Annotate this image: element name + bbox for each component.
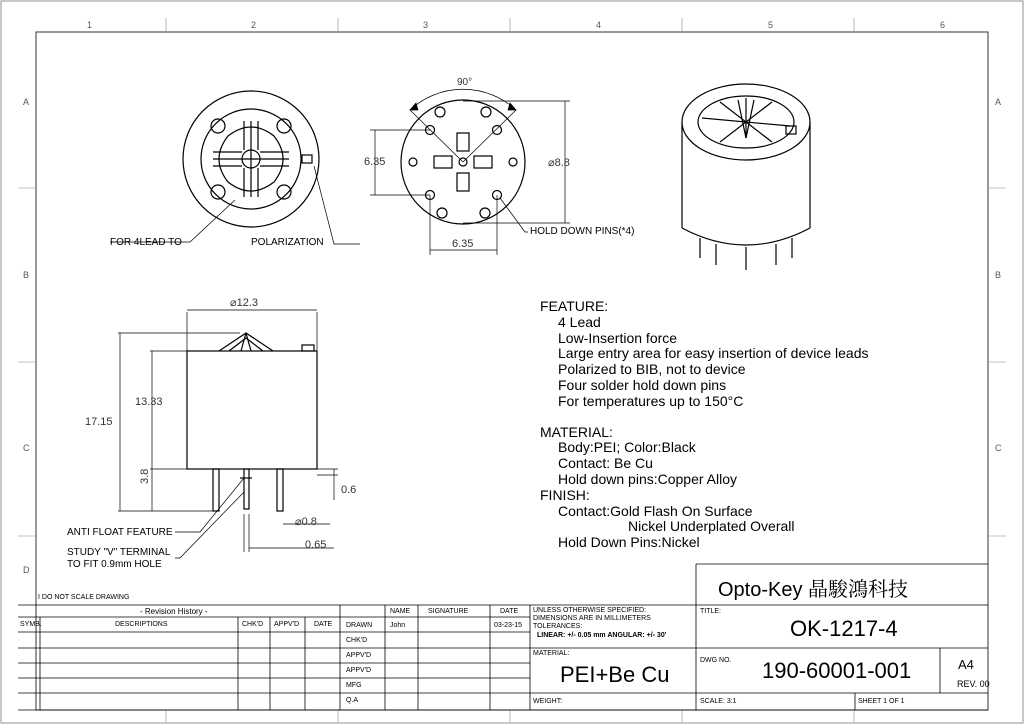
row-label-d: D bbox=[23, 565, 30, 575]
callout-anti-float: ANTI FLOAT FEATURE bbox=[67, 527, 173, 538]
side-view bbox=[187, 333, 317, 511]
dim-pin-length: 3.8 bbox=[139, 468, 151, 484]
company-name: Opto-Key 晶駿鴻科技 bbox=[718, 579, 909, 601]
sign-row-appvd-2: APPV'D bbox=[346, 667, 372, 674]
tolerance-line-3: TOLERANCES: bbox=[533, 623, 583, 630]
revision-history-title: - Revision History - bbox=[140, 607, 208, 616]
dim-pin-dia: ⌀0.8 bbox=[295, 516, 317, 528]
callout-polarization: POLARIZATION bbox=[251, 237, 324, 248]
callout-hold-down: HOLD DOWN PINS(*4) bbox=[530, 226, 635, 237]
dim-angle: 90° bbox=[457, 77, 473, 88]
callout-lead: FOR 4LEAD TO bbox=[110, 237, 182, 248]
sign-row-drawn: DRAWN bbox=[346, 622, 373, 629]
finish-contact-2: Nickel Underplated Overall bbox=[628, 518, 795, 535]
material-label: MATERIAL: bbox=[533, 650, 570, 657]
row-label-b-right: B bbox=[995, 270, 1002, 280]
feature-title: FEATURE: bbox=[540, 298, 609, 314]
finish-pins: Hold Down Pins:Nickel bbox=[558, 534, 700, 551]
col-label-2: 2 bbox=[251, 20, 257, 30]
feature-item: Polarized to BIB, not to device bbox=[558, 361, 746, 378]
sheet-number: SHEET 1 OF 1 bbox=[858, 698, 905, 705]
dim-terminal: 0.65 bbox=[305, 539, 327, 551]
material-item: Body:PEI; Color:Black bbox=[558, 439, 696, 456]
revision: REV. 00 bbox=[957, 679, 990, 689]
dim-height-total: 17.15 bbox=[85, 416, 113, 428]
dwg-label: DWG NO. bbox=[700, 657, 732, 664]
drawn-name: John bbox=[390, 622, 406, 629]
sign-row-chkd: CHK'D bbox=[346, 637, 368, 644]
callout-terminal-1: STUDY "V" TERMINAL bbox=[67, 547, 171, 558]
feature-item: 4 Lead bbox=[558, 313, 601, 330]
dim-dia-right: ⌀8.8 bbox=[548, 157, 570, 169]
feature-item: Four solder hold down pins bbox=[558, 376, 727, 393]
material-title: MATERIAL: bbox=[540, 423, 613, 440]
rev-header-appvd: APPV'D bbox=[274, 621, 300, 628]
scale-note: I DO NOT SCALE DRAWING bbox=[38, 594, 130, 601]
rev-header-date: DATE bbox=[314, 621, 333, 628]
sign-row-mfg: MFG bbox=[346, 682, 362, 689]
dim-height-body: 13.33 bbox=[135, 396, 163, 408]
top-view bbox=[183, 91, 319, 227]
dim-gap: 0.6 bbox=[341, 484, 357, 496]
sign-row-appvd: APPV'D bbox=[346, 652, 372, 659]
dwg-value: 190-60001-001 bbox=[762, 658, 912, 683]
sign-header-date: DATE bbox=[500, 608, 519, 615]
tolerance-line-2: DIMENSIONS ARE IN MILLIMETERS bbox=[533, 615, 651, 622]
row-label-a-right: A bbox=[995, 97, 1002, 107]
weight-label: WEIGHT: bbox=[533, 698, 563, 705]
col-label-4: 4 bbox=[596, 20, 602, 30]
feature-notes bbox=[540, 299, 869, 551]
rev-header-chkd: CHK'D bbox=[242, 621, 264, 628]
col-label-6: 6 bbox=[940, 20, 946, 30]
finish-title: FINISH: bbox=[540, 486, 590, 503]
material-item: Contact: Be Cu bbox=[558, 455, 653, 472]
row-label-b: B bbox=[23, 270, 30, 280]
rev-header-symb: SYMB. bbox=[20, 621, 42, 628]
feature-item: Low-Insertion force bbox=[558, 329, 678, 346]
dim-dia-body: ⌀12.3 bbox=[230, 297, 259, 309]
col-label-5: 5 bbox=[768, 20, 774, 30]
callout-terminal-2: TO FIT 0.9mm HOLE bbox=[67, 559, 162, 570]
iso-view bbox=[682, 84, 810, 270]
sign-row-qa: Q.A bbox=[346, 697, 359, 704]
row-label-a: A bbox=[23, 97, 30, 107]
rev-header-desc: DESCRIPTIONS bbox=[115, 621, 168, 628]
title-value: OK-1217-4 bbox=[790, 616, 898, 641]
tolerance-line-1: UNLESS OTHERWISE SPECIFIED: bbox=[533, 607, 647, 614]
feature-item: For temperatures up to 150°C bbox=[558, 392, 744, 409]
sign-header-name: NAME bbox=[390, 608, 411, 615]
material-item: Hold down pins:Copper Alloy bbox=[558, 470, 737, 487]
tolerance-line-4: LINEAR: +/- 0.05 mm ANGULAR: +/- 30' bbox=[537, 632, 667, 639]
finish-contact: Contact:Gold Flash On Surface bbox=[558, 502, 753, 519]
row-label-c-right: C bbox=[995, 443, 1002, 453]
title-label: TITLE: bbox=[700, 608, 722, 615]
sign-header-signature: SIGNATURE bbox=[428, 608, 469, 615]
material-value: PEI+Be Cu bbox=[560, 662, 670, 687]
col-label-1: 1 bbox=[87, 20, 93, 30]
dim-width-left: 6.35 bbox=[364, 156, 386, 168]
drawn-date: 03-23-15 bbox=[494, 622, 523, 629]
scale: SCALE: 3:1 bbox=[700, 698, 737, 705]
dim-width-bottom: 6.35 bbox=[452, 238, 474, 250]
feature-item: Large entry area for easy insertion of device leads bbox=[558, 345, 869, 362]
col-label-3: 3 bbox=[423, 20, 429, 30]
sheet-size: A4 bbox=[958, 657, 974, 672]
row-label-c: C bbox=[23, 443, 30, 453]
